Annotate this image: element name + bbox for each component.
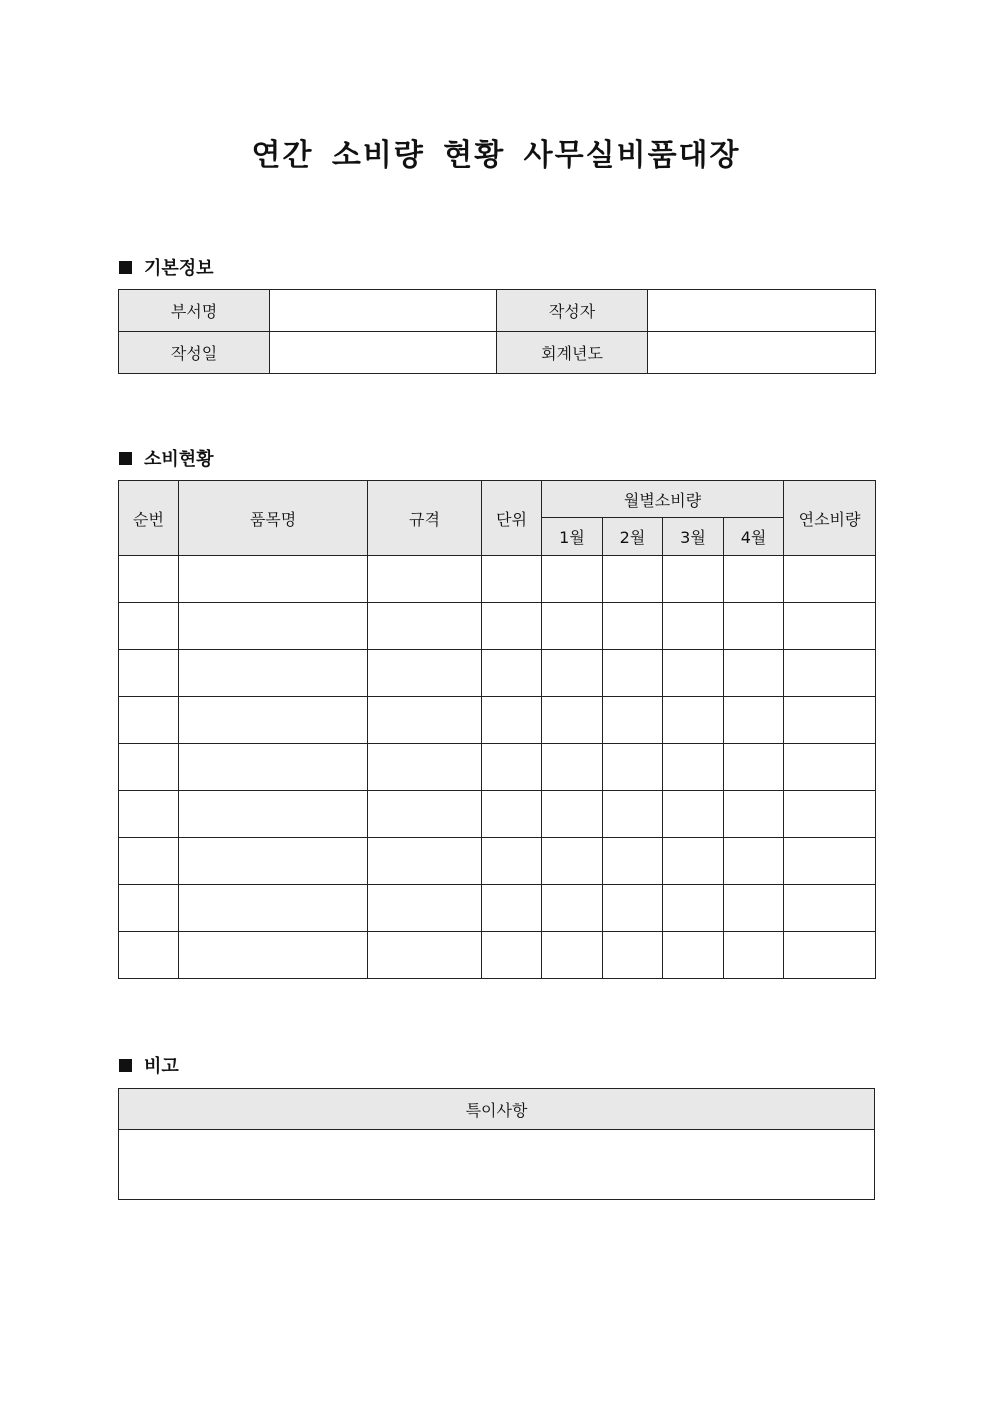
cell-item[interactable] xyxy=(179,556,368,603)
document-title: 연간 소비량 현황 사무실비품대장 xyxy=(251,138,741,173)
cell-unit[interactable] xyxy=(482,791,542,838)
cell-month-1[interactable] xyxy=(542,744,603,791)
cell-month-1[interactable] xyxy=(542,838,603,885)
cell-item[interactable] xyxy=(179,697,368,744)
cell-no[interactable] xyxy=(119,603,179,650)
cell-no[interactable] xyxy=(119,556,179,603)
table-row xyxy=(119,744,876,791)
cell-month-2[interactable] xyxy=(603,791,663,838)
cell-spec[interactable] xyxy=(368,603,482,650)
cell-unit[interactable] xyxy=(482,697,542,744)
cell-spec[interactable] xyxy=(368,791,482,838)
author-label: 작성자 xyxy=(497,290,648,332)
cell-no[interactable] xyxy=(119,697,179,744)
fiscal-year-field[interactable] xyxy=(648,332,876,374)
cell-month-3[interactable] xyxy=(663,885,724,932)
date-field[interactable] xyxy=(270,332,497,374)
cell-item[interactable] xyxy=(179,650,368,697)
cell-month-1[interactable] xyxy=(542,603,603,650)
department-label: 부서명 xyxy=(119,290,270,332)
fiscal-year-label: 회계년도 xyxy=(497,332,648,374)
basic-info-heading-label: 기본정보 xyxy=(144,258,214,279)
cell-annual[interactable] xyxy=(784,791,876,838)
cell-unit[interactable] xyxy=(482,838,542,885)
remarks-label: 특이사항 xyxy=(119,1089,875,1130)
cell-item[interactable] xyxy=(179,885,368,932)
table-row xyxy=(119,932,876,979)
cell-no[interactable] xyxy=(119,885,179,932)
cell-month-1[interactable] xyxy=(542,932,603,979)
cell-annual[interactable] xyxy=(784,556,876,603)
cell-month-3[interactable] xyxy=(663,838,724,885)
department-field[interactable] xyxy=(270,290,497,332)
cell-month-2[interactable] xyxy=(603,650,663,697)
cell-spec[interactable] xyxy=(368,744,482,791)
cell-item[interactable] xyxy=(179,791,368,838)
cell-month-2[interactable] xyxy=(603,603,663,650)
remarks-heading xyxy=(119,1052,179,1078)
cell-month-3[interactable] xyxy=(663,556,724,603)
cell-month-2[interactable] xyxy=(603,932,663,979)
cell-month-1[interactable] xyxy=(542,650,603,697)
cell-no[interactable] xyxy=(119,932,179,979)
cell-month-3[interactable] xyxy=(663,603,724,650)
col-header-item: 품목명 xyxy=(179,481,368,556)
col-header-month-2: 2월 xyxy=(603,518,663,556)
basic-info-table xyxy=(118,289,876,374)
cell-item[interactable] xyxy=(179,932,368,979)
cell-annual[interactable] xyxy=(784,744,876,791)
cell-month-1[interactable] xyxy=(542,791,603,838)
cell-unit[interactable] xyxy=(482,556,542,603)
table-row xyxy=(119,791,876,838)
basic-info-heading xyxy=(119,254,214,280)
square-bullet-icon xyxy=(119,1059,132,1072)
cell-annual[interactable] xyxy=(784,885,876,932)
cell-month-4[interactable] xyxy=(724,791,784,838)
cell-annual[interactable] xyxy=(784,650,876,697)
basic-info-row xyxy=(119,290,876,332)
consumption-table xyxy=(118,480,876,979)
cell-month-2[interactable] xyxy=(603,885,663,932)
cell-month-1[interactable] xyxy=(542,885,603,932)
cell-annual[interactable] xyxy=(784,697,876,744)
basic-info-row xyxy=(119,332,876,374)
cell-month-3[interactable] xyxy=(663,650,724,697)
cell-no[interactable] xyxy=(119,791,179,838)
cell-spec[interactable] xyxy=(368,556,482,603)
col-header-no: 순번 xyxy=(119,481,179,556)
cell-month-3[interactable] xyxy=(663,932,724,979)
consumption-heading xyxy=(119,445,214,471)
cell-item[interactable] xyxy=(179,603,368,650)
cell-annual[interactable] xyxy=(784,932,876,979)
col-header-month-4: 4월 xyxy=(724,518,784,556)
cell-spec[interactable] xyxy=(368,932,482,979)
cell-month-2[interactable] xyxy=(603,838,663,885)
table-row xyxy=(119,556,876,603)
cell-month-1[interactable] xyxy=(542,556,603,603)
cell-spec[interactable] xyxy=(368,697,482,744)
cell-item[interactable] xyxy=(179,744,368,791)
col-header-month-3: 3월 xyxy=(663,518,724,556)
author-field[interactable] xyxy=(648,290,876,332)
table-row xyxy=(119,603,876,650)
table-row xyxy=(119,650,876,697)
cell-no[interactable] xyxy=(119,744,179,791)
remarks-heading-label: 비고 xyxy=(144,1056,179,1077)
cell-spec[interactable] xyxy=(368,885,482,932)
cell-month-4[interactable] xyxy=(724,697,784,744)
col-header-monthly: 월별소비량 xyxy=(542,481,784,518)
cell-month-3[interactable] xyxy=(663,744,724,791)
col-header-annual: 연소비량 xyxy=(784,481,876,556)
remarks-body-row xyxy=(119,1130,875,1200)
cell-unit[interactable] xyxy=(482,885,542,932)
cell-month-4[interactable] xyxy=(724,556,784,603)
cell-item[interactable] xyxy=(179,838,368,885)
col-header-spec: 규격 xyxy=(368,481,482,556)
remarks-field[interactable] xyxy=(119,1130,875,1200)
consumption-header-row xyxy=(119,481,876,518)
cell-month-2[interactable] xyxy=(603,744,663,791)
cell-month-4[interactable] xyxy=(724,650,784,697)
cell-month-4[interactable] xyxy=(724,744,784,791)
cell-month-2[interactable] xyxy=(603,697,663,744)
table-row xyxy=(119,697,876,744)
cell-no[interactable] xyxy=(119,838,179,885)
consumption-heading-label: 소비현황 xyxy=(144,449,214,470)
table-row xyxy=(119,838,876,885)
cell-month-3[interactable] xyxy=(663,791,724,838)
cell-annual[interactable] xyxy=(784,838,876,885)
square-bullet-icon xyxy=(119,452,132,465)
cell-month-3[interactable] xyxy=(663,697,724,744)
cell-unit[interactable] xyxy=(482,932,542,979)
cell-month-1[interactable] xyxy=(542,697,603,744)
cell-no[interactable] xyxy=(119,650,179,697)
cell-month-4[interactable] xyxy=(724,603,784,650)
table-row xyxy=(119,885,876,932)
square-bullet-icon xyxy=(119,261,132,274)
col-header-unit: 단위 xyxy=(482,481,542,556)
col-header-month-1: 1월 xyxy=(542,518,603,556)
cell-month-2[interactable] xyxy=(603,556,663,603)
cell-annual[interactable] xyxy=(784,603,876,650)
cell-unit[interactable] xyxy=(482,650,542,697)
cell-month-4[interactable] xyxy=(724,932,784,979)
remarks-header-row xyxy=(119,1089,875,1130)
cell-spec[interactable] xyxy=(368,838,482,885)
date-label: 작성일 xyxy=(119,332,270,374)
cell-unit[interactable] xyxy=(482,744,542,791)
cell-month-4[interactable] xyxy=(724,885,784,932)
cell-spec[interactable] xyxy=(368,650,482,697)
remarks-table xyxy=(118,1088,875,1200)
cell-month-4[interactable] xyxy=(724,838,784,885)
cell-unit[interactable] xyxy=(482,603,542,650)
